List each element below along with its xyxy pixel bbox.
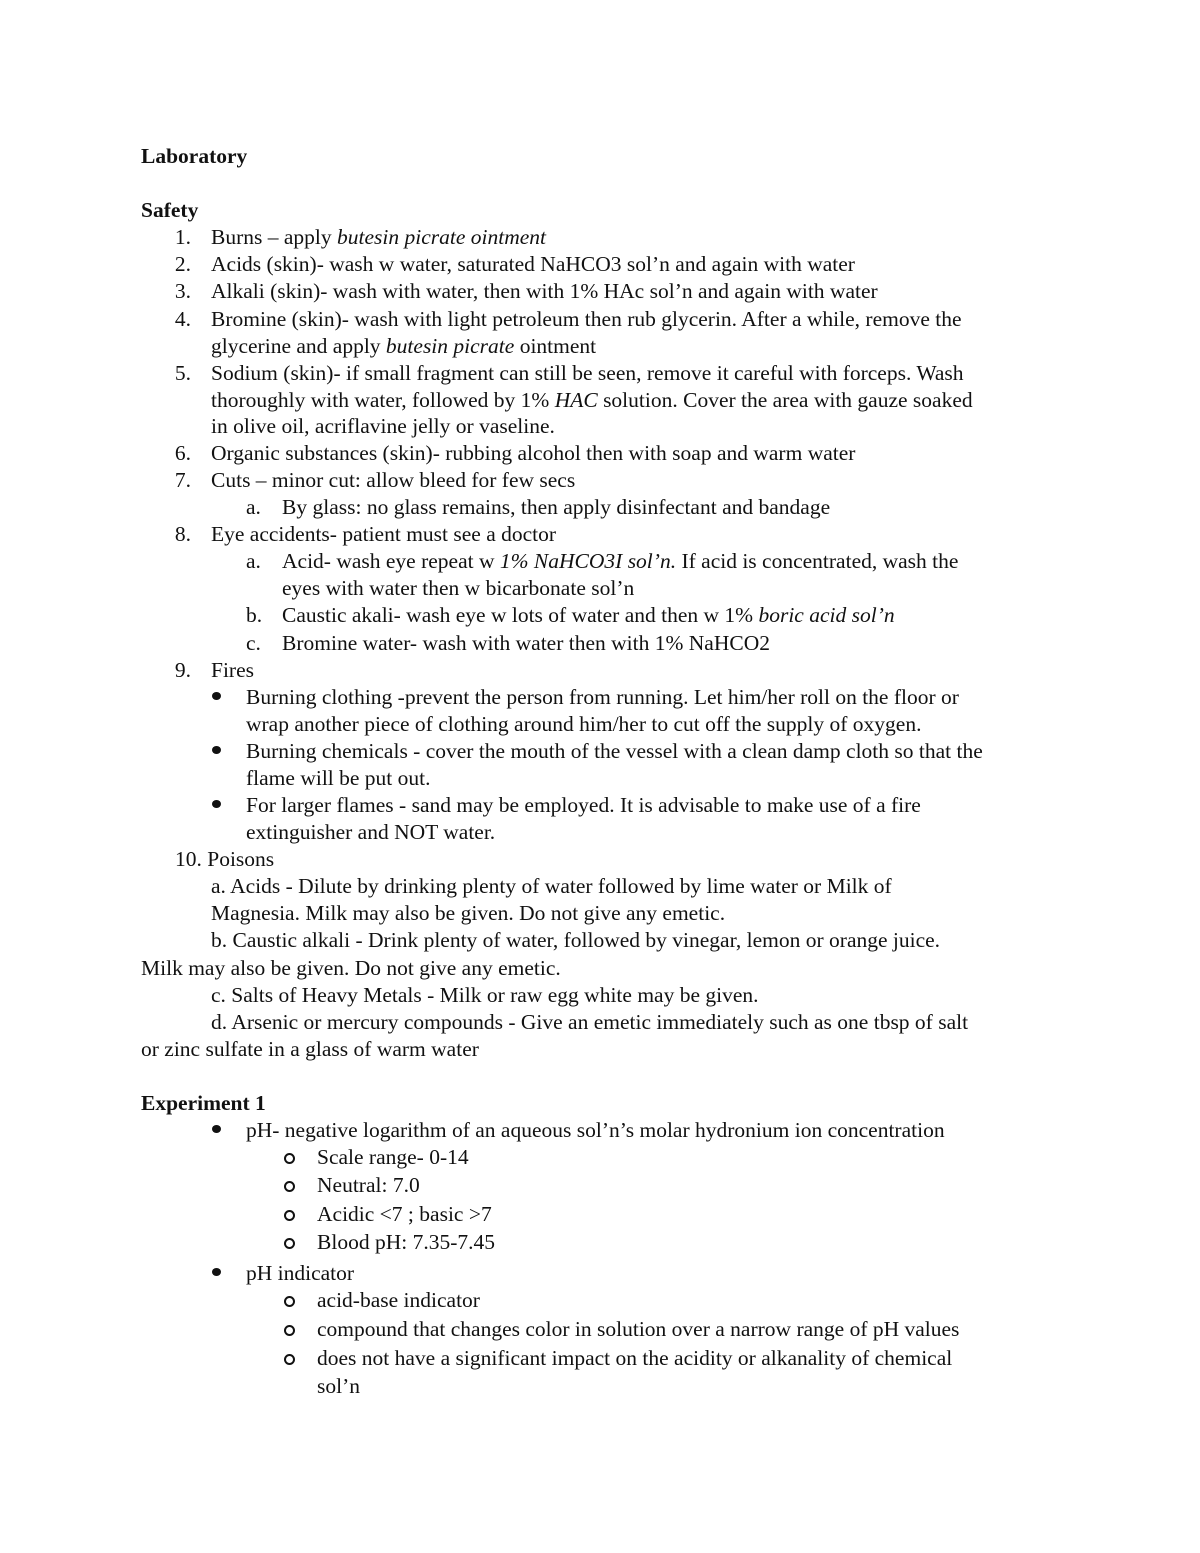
list-number: 7.: [174, 468, 191, 492]
list-item: Acids (skin)- wash w water, saturated NaHCO3 sol’n and again with water: [211, 252, 855, 276]
list-number: 4.: [174, 307, 191, 331]
list-number: 8.: [174, 522, 191, 546]
list-item-continued: thoroughly with water, followed by 1% HAC solution. Cover the area with gauze soaked: [211, 388, 973, 412]
bullet-item-continued: extinguisher and NOT water.: [246, 820, 496, 844]
bullet-item: pH- negative logarithm of an aqueous sol’n’s molar hydronium ion concentration: [246, 1118, 945, 1142]
list-item: Fires: [211, 658, 254, 682]
bullet-icon: [212, 800, 221, 808]
poison-item: b. Caustic alkali - Drink plenty of water, followed by vinegar, lemon or orange juice.: [211, 928, 941, 952]
circle-bullet-icon: [284, 1354, 295, 1365]
sub-bullet-item: compound that changes color in solution over a narrow range of pH values: [317, 1317, 960, 1341]
bullet-icon: [212, 692, 221, 700]
list-number: 10.: [175, 847, 202, 871]
list-item: Eye accidents- patient must see a doctor: [211, 522, 557, 546]
list-item: Bromine (skin)- wash with light petroleum then rub glycerin. After a while, remove the: [211, 307, 962, 331]
sub-label: b.: [246, 603, 263, 627]
sub-item: Acid- wash eye repeat w 1% NaHCO3I sol’n. If acid is concentrated, wash the: [282, 549, 959, 573]
circle-bullet-icon: [284, 1238, 295, 1249]
circle-bullet-icon: [284, 1181, 295, 1192]
list-item: Sodium (skin)- if small fragment can still be seen, remove it careful with forceps. Wash: [211, 361, 964, 385]
poison-item-continued: Milk may also be given. Do not give any emetic.: [141, 956, 561, 980]
sub-bullet-item: Neutral: 7.0: [317, 1173, 420, 1197]
bullet-item: Burning clothing -prevent the person from running. Let him/her roll on the floor or: [246, 685, 959, 709]
list-item: Cuts – minor cut: allow bleed for few secs: [211, 468, 576, 492]
bullet-item-continued: flame will be put out.: [246, 766, 431, 790]
poison-item: d. Arsenic or mercury compounds - Give an emetic immediately such as one tbsp of salt: [211, 1010, 969, 1034]
list-number: 6.: [174, 441, 191, 465]
sub-label: a.: [246, 549, 261, 573]
circle-bullet-icon: [284, 1153, 295, 1164]
list-number: 9.: [174, 658, 191, 682]
sub-item-continued: eyes with water then w bicarbonate sol’n: [282, 576, 635, 600]
list-number: 1.: [174, 225, 191, 249]
list-item: 10. Poisons: [175, 847, 275, 871]
sub-label: c.: [246, 631, 261, 655]
list-number: 5.: [174, 361, 191, 385]
sub-bullet-item: does not have a significant impact on the acidity or alkanality of chemical: [317, 1346, 953, 1370]
bullet-item: For larger flames - sand may be employed. It is advisable to make use of a fire: [246, 793, 921, 817]
sub-item: By glass: no glass remains, then apply disinfectant and bandage: [282, 495, 831, 519]
safety-heading: Safety: [141, 198, 199, 222]
circle-bullet-icon: [284, 1296, 295, 1307]
sub-bullet-item: Acidic <7 ; basic >7: [317, 1202, 492, 1226]
sub-item: Bromine water- wash with water then with 1% NaHCO2: [282, 631, 770, 655]
bullet-icon: [212, 746, 221, 754]
bullet-icon: [212, 1125, 221, 1133]
circle-bullet-icon: [284, 1325, 295, 1336]
sub-bullet-item: Blood pH: 7.35-7.45: [317, 1230, 495, 1254]
sub-label: a.: [246, 495, 261, 519]
bullet-icon: [212, 1268, 221, 1276]
sub-bullet-item: Scale range- 0-14: [317, 1145, 469, 1169]
list-item: Organic substances (skin)- rubbing alcohol then with soap and warm water: [211, 441, 856, 465]
list-number: 3.: [174, 279, 191, 303]
poison-item: a. Acids - Dilute by drinking plenty of water followed by lime water or Milk of: [211, 874, 892, 898]
bullet-item: pH indicator: [246, 1261, 355, 1285]
experiment-heading: Experiment 1: [141, 1091, 266, 1115]
circle-bullet-icon: [284, 1210, 295, 1221]
sub-item: Caustic akali- wash eye w lots of water and then w 1% boric acid sol’n: [282, 603, 895, 627]
poison-item-continued: or zinc sulfate in a glass of warm water: [141, 1037, 479, 1061]
sub-bullet-item-continued: sol’n: [317, 1374, 360, 1398]
list-item: Alkali (skin)- wash with water, then with 1% HAc sol’n and again with water: [211, 279, 878, 303]
list-item-continued: in olive oil, acriflavine jelly or vaseline.: [211, 414, 555, 438]
poison-item: c. Salts of Heavy Metals - Milk or raw egg white may be given.: [211, 983, 759, 1007]
sub-bullet-item: acid-base indicator: [317, 1288, 480, 1312]
bullet-item: Burning chemicals - cover the mouth of the vessel with a clean damp cloth so that the: [246, 739, 983, 763]
poison-item-continued: Magnesia. Milk may also be given. Do not give any emetic.: [211, 901, 726, 925]
list-number: 2.: [174, 252, 191, 276]
list-item-continued: glycerine and apply butesin picrate ointment: [211, 334, 597, 358]
list-item: Burns – apply butesin picrate ointment: [211, 225, 547, 249]
bullet-item-continued: wrap another piece of clothing around him/her to cut off the supply of oxygen.: [246, 712, 922, 736]
document-title: Laboratory: [141, 144, 248, 168]
